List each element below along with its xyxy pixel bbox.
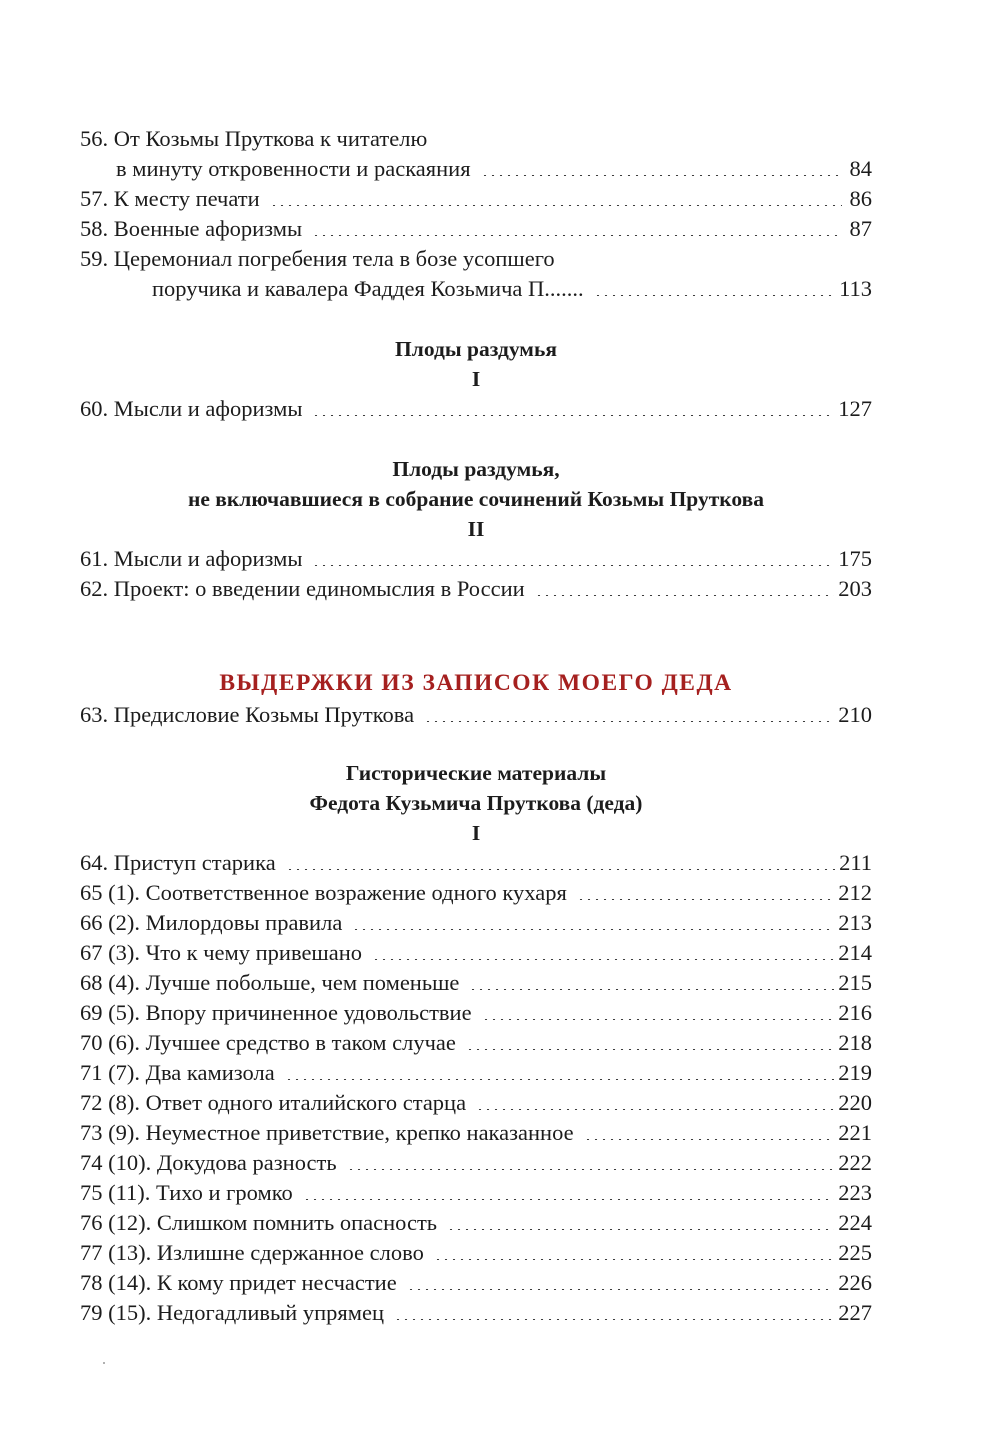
toc-content xyxy=(80,124,872,1328)
toc-entry-title: 65 (1). Соответственное возражение одного кухаря xyxy=(80,880,567,905)
toc-page-number: 216 xyxy=(838,1000,872,1025)
dot-leader xyxy=(481,175,842,177)
toc-entry[interactable] xyxy=(80,1208,872,1238)
toc-entry-title: поручика и кавалера Фаддея Козьмича П....... xyxy=(152,276,584,301)
toc-entry-title: 69 (5). Впору причиненное удовольствие xyxy=(80,1000,472,1025)
toc-entry-title: 68 (4). Лучше побольше, чем поменьше xyxy=(80,970,460,995)
toc-entry[interactable] xyxy=(80,1028,872,1058)
toc-page-number: 211 xyxy=(839,850,872,875)
toc-entry-title: 74 (10). Докудова разность xyxy=(80,1150,337,1175)
toc-entry-title: 62. Проект: о введении единомыслия в России xyxy=(80,576,525,601)
toc-entry-title: 67 (3). Что к чему привешано xyxy=(80,940,363,965)
dot-leader xyxy=(312,415,834,417)
dot-leader xyxy=(312,235,842,237)
toc-entry-title: 60. Мысли и афоризмы xyxy=(80,396,303,421)
toc-entry[interactable] xyxy=(80,908,872,938)
toc-page-number: 222 xyxy=(838,1150,872,1175)
section-heading-line-1: Плоды раздумья, xyxy=(392,457,560,481)
section-roman-numeral: I xyxy=(471,821,481,845)
dot-leader xyxy=(535,595,835,597)
toc-section-3 xyxy=(80,454,872,604)
dot-leader xyxy=(285,1079,835,1081)
toc-page-number: 213 xyxy=(838,910,872,935)
toc-section-5 xyxy=(80,758,872,1328)
toc-entry[interactable] xyxy=(80,998,872,1028)
toc-section-2 xyxy=(80,334,872,424)
dot-leader xyxy=(372,959,834,961)
toc-entry-title: в минуту откровенности и раскаяния xyxy=(116,156,471,181)
dot-leader xyxy=(424,721,834,723)
toc-page-number: 113 xyxy=(839,276,872,301)
toc-entry[interactable] xyxy=(80,1118,872,1148)
section-roman-numeral: I xyxy=(471,367,481,391)
toc-page-number: 86 xyxy=(849,186,872,211)
toc-entry[interactable] xyxy=(80,1298,872,1328)
toc-entry[interactable] xyxy=(80,1148,872,1178)
toc-entry[interactable] xyxy=(80,1058,872,1088)
toc-entry-title: 72 (8). Ответ одного италийского старца xyxy=(80,1090,467,1115)
toc-page-number: 127 xyxy=(838,396,872,421)
toc-entry[interactable] xyxy=(80,1178,872,1208)
toc-page-number: 214 xyxy=(838,940,872,965)
dot-leader xyxy=(312,565,834,567)
section-heading-line-2: Федота Кузьмича Пруткова (деда) xyxy=(309,791,643,815)
toc-page-number: 203 xyxy=(838,576,872,601)
dot-leader xyxy=(407,1289,835,1291)
dot-leader xyxy=(286,869,835,871)
toc-entry-57[interactable] xyxy=(80,184,872,214)
toc-entry-56-first-line: 56. От Козьмы Пруткова к читателю xyxy=(80,126,428,151)
page-speck xyxy=(103,1362,105,1364)
toc-entry-59[interactable] xyxy=(80,274,872,304)
toc-page-number: 87 xyxy=(849,216,872,241)
section-heading: Плоды раздумья xyxy=(395,337,557,361)
toc-entry-title: 61. Мысли и афоризмы xyxy=(80,546,303,571)
toc-entry-title: 77 (13). Излишне сдержанное слово xyxy=(80,1240,424,1265)
toc-page-number: 223 xyxy=(838,1180,872,1205)
toc-entry-62[interactable] xyxy=(80,574,872,604)
toc-entry[interactable] xyxy=(80,1088,872,1118)
toc-page-number: 218 xyxy=(838,1030,872,1055)
toc-entry-title: 71 (7). Два камизола xyxy=(80,1060,275,1085)
toc-entry[interactable] xyxy=(80,1268,872,1298)
section-roman-numeral: II xyxy=(467,517,485,541)
toc-entry-title: 79 (15). Недогадливый упрямец xyxy=(80,1300,384,1325)
dot-leader xyxy=(352,929,834,931)
dot-leader xyxy=(584,1139,835,1141)
dot-leader xyxy=(394,1319,834,1321)
toc-entry[interactable] xyxy=(80,968,872,998)
toc-entry-61[interactable] xyxy=(80,544,872,574)
dot-leader xyxy=(577,899,834,901)
toc-page-number: 226 xyxy=(838,1270,872,1295)
toc-entry-list xyxy=(80,848,872,1328)
section-heading-line-2: не включавшиеся в собрание сочинений Козьмы Пруткова xyxy=(188,487,764,511)
toc-entry-title: 76 (12). Слишком помнить опасность xyxy=(80,1210,438,1235)
dot-leader xyxy=(434,1259,834,1261)
toc-entry-56[interactable] xyxy=(80,154,872,184)
dot-leader xyxy=(347,1169,835,1171)
dot-leader xyxy=(469,989,834,991)
toc-entry[interactable] xyxy=(80,878,872,908)
chapter-heading: ВЫДЕРЖКИ ИЗ ЗАПИСОК МОЕГО ДЕДА xyxy=(219,670,733,696)
toc-entry-title: 63. Предисловие Козьмы Пруткова xyxy=(80,702,415,727)
toc-page-number: 210 xyxy=(838,702,872,727)
toc-page-number: 225 xyxy=(838,1240,872,1265)
toc-section-4 xyxy=(80,666,872,730)
toc-entry[interactable] xyxy=(80,938,872,968)
toc-entry-title: 57. К месту печати xyxy=(80,186,260,211)
toc-page-number: 220 xyxy=(838,1090,872,1115)
toc-entry-title: 58. Военные афоризмы xyxy=(80,216,303,241)
toc-entry-title: 64. Приступ старика xyxy=(80,850,276,875)
toc-entry-title: 66 (2). Милордовы правила xyxy=(80,910,343,935)
toc-entry[interactable] xyxy=(80,848,872,878)
section-heading-line-1: Гисторические материалы xyxy=(345,761,607,785)
dot-leader xyxy=(447,1229,834,1231)
toc-page-number: 84 xyxy=(849,156,872,181)
toc-entry-title: 70 (6). Лучшее средство в таком случае xyxy=(80,1030,456,1055)
toc-page-number: 219 xyxy=(838,1060,872,1085)
toc-entry[interactable] xyxy=(80,1238,872,1268)
toc-entry-58[interactable] xyxy=(80,214,872,244)
toc-page-number: 215 xyxy=(838,970,872,995)
toc-page-number: 224 xyxy=(838,1210,872,1235)
toc-entry-63[interactable] xyxy=(80,700,872,730)
dot-leader xyxy=(466,1049,834,1051)
dot-leader xyxy=(476,1109,834,1111)
toc-entry-title: 75 (11). Тихо и громко xyxy=(80,1180,293,1205)
toc-entry-59-first-line: 59. Церемониал погребения тела в бозе усопшего xyxy=(80,246,555,271)
toc-entry-60[interactable] xyxy=(80,394,872,424)
toc-page-number: 227 xyxy=(838,1300,872,1325)
toc-page-number: 175 xyxy=(838,546,872,571)
dot-leader xyxy=(594,295,835,297)
toc-page-number: 212 xyxy=(838,880,872,905)
toc-entry-title: 73 (9). Неуместное приветствие, крепко наказанное xyxy=(80,1120,574,1145)
toc-section-1 xyxy=(80,124,872,304)
dot-leader xyxy=(482,1019,835,1021)
dot-leader xyxy=(303,1199,834,1201)
toc-entry-title: 78 (14). К кому придет несчастие xyxy=(80,1270,397,1295)
toc-page-number: 221 xyxy=(838,1120,872,1145)
dot-leader xyxy=(270,205,842,207)
